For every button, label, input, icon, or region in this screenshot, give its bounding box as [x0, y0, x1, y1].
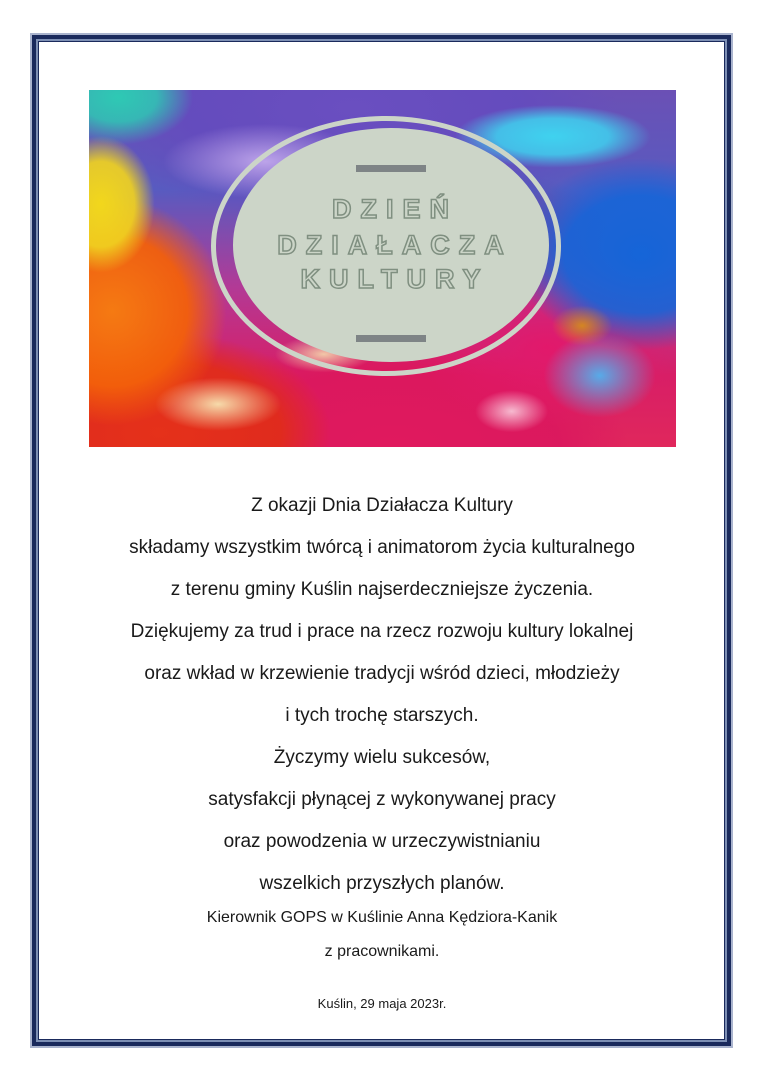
badge-title-line-1: DZIEŃ — [332, 194, 458, 224]
greeting-line: oraz wkład w krzewienie tradycji wśród dzieci, młodzieży — [144, 663, 620, 684]
badge-ellipse — [233, 128, 549, 362]
badge-bottom-dash-icon — [356, 335, 426, 342]
greeting-line: składamy wszystkim twórcą i animatorom życia kulturalnego — [129, 537, 635, 558]
greeting-line: Dziękujemy za trud i prace na rzecz rozwoju kultury lokalnej — [130, 621, 634, 642]
greeting-line: Życzymy wielu sukcesów, — [273, 747, 491, 768]
signature-block — [207, 901, 557, 969]
signature-line-2: z pracownikami. — [324, 943, 440, 960]
greeting-line: satysfakcji płynącej z wykonywanej pracy — [208, 789, 556, 810]
greeting-line: wszelkich przyszłych planów. — [259, 873, 505, 894]
header-artwork-image — [89, 90, 676, 447]
badge-title-line-3: KULTURY — [300, 264, 490, 294]
greeting-line: oraz powodzenia w urzeczywistnianiu — [223, 831, 541, 852]
greeting-line: z terenu gminy Kuślin najserdeczniejsze życzenia. — [170, 579, 594, 600]
date-line: Kuślin, 29 maja 2023r. — [317, 996, 447, 1011]
badge-top-dash-icon — [356, 165, 426, 172]
signature-line-1: Kierownik GOPS w Kuślinie Anna Kędziora-Kanik — [206, 909, 558, 926]
greeting-line: Z okazji Dnia Działacza Kultury — [251, 495, 513, 516]
badge-title-line-2: DZIAŁACZA — [277, 230, 513, 260]
greeting-line: i tych trochę starszych. — [285, 705, 479, 726]
greeting-text-block — [129, 485, 635, 905]
